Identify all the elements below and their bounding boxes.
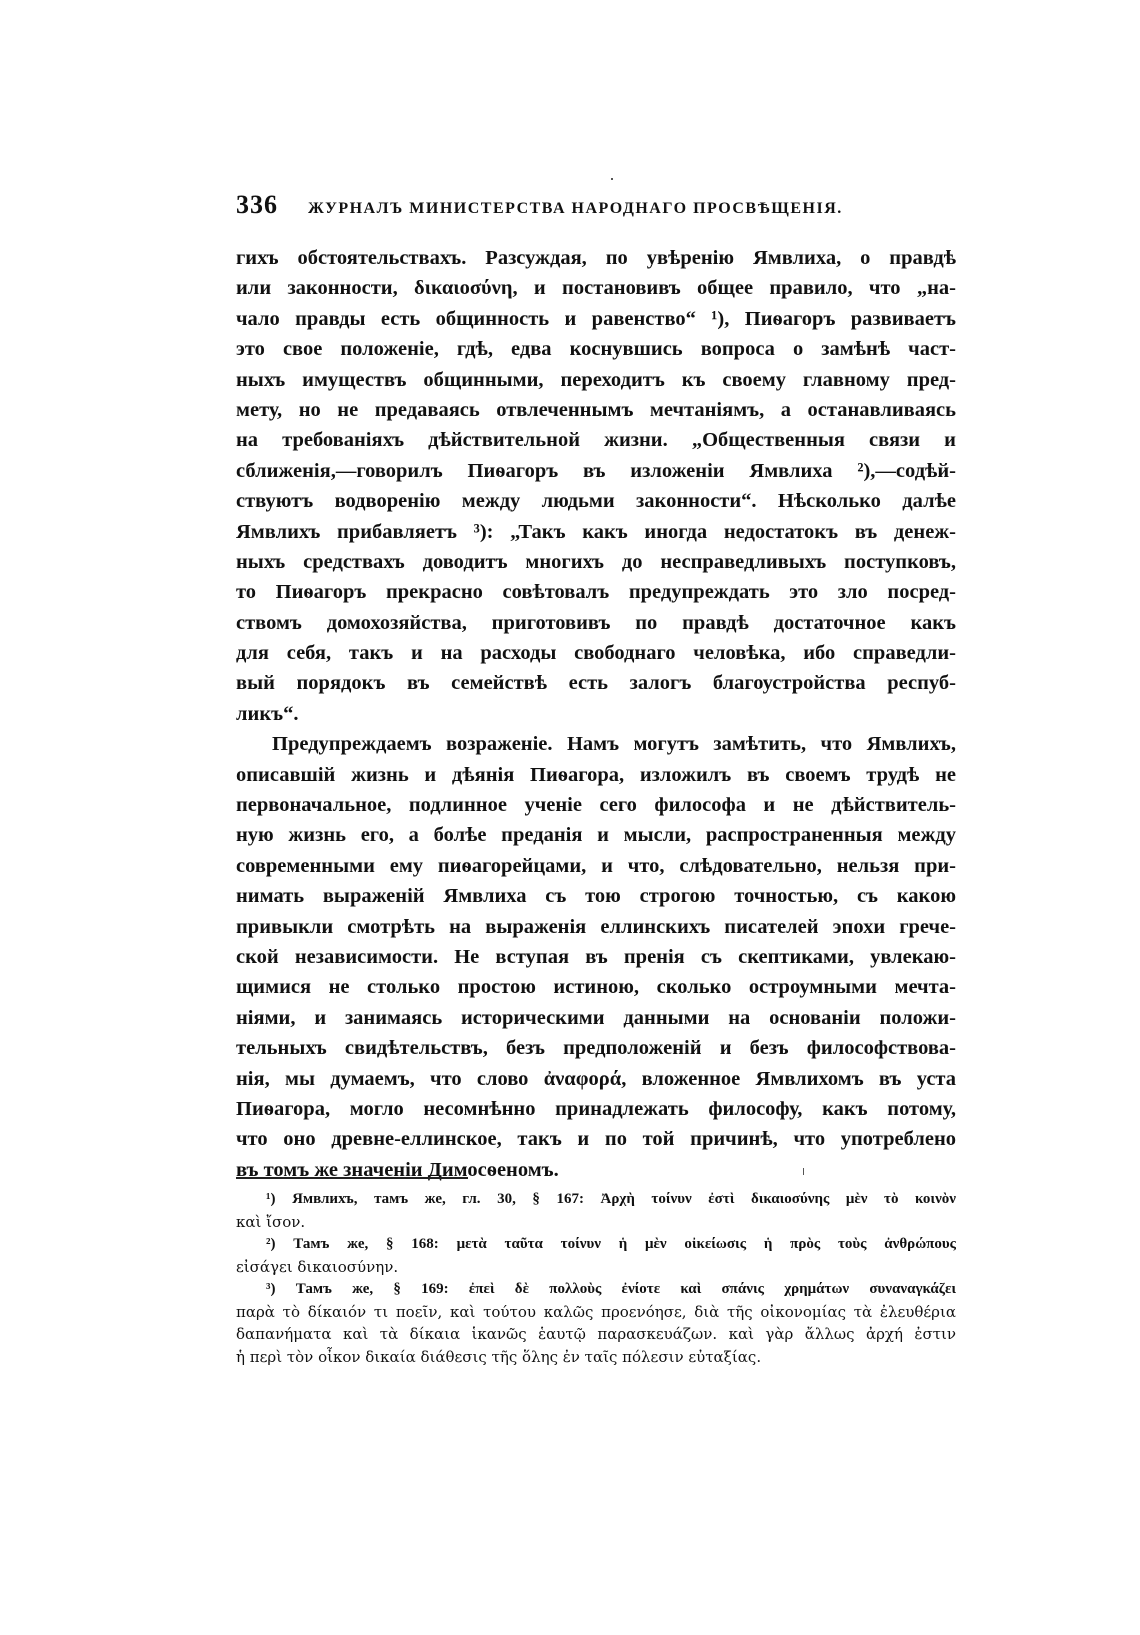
text-line: въ томъ же значеніи Димосѳеномъ. [236,1158,559,1181]
footnote-line: δαπανήματα καὶ τὰ δίκαια ἱκανῶς ἑαυτῷ παρασκευάζων. καὶ γὰρ ἄλλως ἀρχή ἐστιν [236,1325,956,1343]
footnote-line: εἰσάγει δικαιοσύνην. [236,1257,399,1276]
text-line: что оно древне-еллинское, такъ и по той причинѣ, что употреблено [236,1128,956,1151]
footnotes [236,1188,956,1368]
text-line: нимать выраженій Ямвлиха съ тою строгою точностью, съ какою [236,885,956,908]
print-speck [611,178,613,180]
page-header [236,190,956,230]
footnote-line: ἡ περὶ τὸν οἶκον δικαία διάθεσις τῆς ὅλης ἐν ταῖς πόλεσιν εὐταξίας. [236,1347,762,1366]
text-line: ныхъ имуществъ общинными, переходитъ къ своему главному пред- [236,368,956,391]
text-line: ствуютъ водворенію между людьми законности“. Нѣсколько далѣе [236,490,956,513]
text-line: вый порядокъ въ семействѣ есть залогъ благоустройства респуб- [236,672,956,695]
footnote-separator [236,1177,468,1179]
text-line: это свое положеніе, гдѣ, едва коснувшись вопроса о замѣнѣ част- [236,338,956,361]
text-line: на требованіяхъ дѣйствительной жизни. „Общественныя связи и [236,429,956,452]
text-line: сближенія,—говорилъ Пиѳагоръ въ изложеніи Ямвлиха ²),—содѣй- [236,459,956,482]
text-line: ніями, и занимаясь историческими данными на основаніи положи- [236,1006,956,1029]
footnote-line: καὶ ἴσον. [236,1212,306,1231]
text-line: описавшій жизнь и дѣянія Пиѳагора, изложилъ въ своемъ трудѣ не [236,763,956,786]
text-line: ныхъ средствахъ доводитъ многихъ до несправедливыхъ поступковъ, [236,550,956,573]
text-line: тельныхъ свидѣтельствъ, безъ предположеній и безъ философствова- [236,1037,956,1060]
text-line: Ямвлихъ прибавляетъ ³): „Такъ какъ иногда недостатокъ въ денеж- [236,520,956,543]
footnote-line: ¹) Ямвлихъ, тамъ же, гл. 30, § 167: Ἀρχὴ τοίνυν ἐστὶ δικαιοσύνης μὲν τὸ κοινὸν [266,1191,956,1207]
page-number: 336 [236,190,278,219]
text-line: чало правды есть общинность и равенство“ ¹), Пиѳагоръ развиваетъ [236,307,956,330]
text-line: ликъ“. [236,702,299,725]
text-line: ской независимости. Не вступая въ пренія съ скептиками, увлекаю- [236,945,956,968]
footnote-line: ²) Тамъ же, § 168: μετὰ ταῦτα τοίνυν ἡ μὲν οἰκείωσις ἡ πρὸς τοὺς ἀνθρώπους [266,1236,956,1252]
text-line: первоначальное, подлинное ученіе сего философа и не дѣйствитель- [236,794,956,817]
text-line: ствомъ домохозяйства, приготовивъ по правдѣ достаточное какъ [236,611,956,634]
text-line: мету, но не предаваясь отвлеченнымъ мечтаніямъ, а останавливаясь [236,398,956,421]
text-line: нія, мы думаемъ, что слово ἀναφορά, вложенное Ямвлихомъ въ уста [236,1067,956,1090]
footnote-line: ³) Тамъ же, § 169: ἐπεὶ δὲ πολλοὺς ἐνίοτε καὶ σπάνις χρημάτων συναναγκάζει [266,1281,956,1297]
text-line: щимися не столько простою истиною, сколько остроумными мечта- [236,976,956,999]
print-mark [803,1168,804,1175]
running-title: ЖУРНАЛЪ МИНИСТЕРСТВА НАРОДНАГО ПРОСВѢЩЕНІЯ. [308,200,843,217]
main-text [236,243,956,1185]
text-line: то Пиѳагоръ прекрасно совѣтовалъ предупреждать это зло посред- [236,581,956,604]
text-line: или законности, δικαιοσύνη, и постановивъ общее правило, что „на- [236,277,956,300]
text-line: современными ему пиѳагорейцами, и что, слѣдовательно, нельзя при- [236,854,956,877]
text-line: ную жизнь его, а болѣе преданія и мысли, распространенныя между [236,824,956,847]
text-line: Предупреждаемъ возраженіе. Намъ могутъ замѣтить, что Ямвлихъ, [272,733,956,756]
footnote-line: παρὰ τὸ δίκαιόν τι ποεῖν, καὶ τούτου καλῶς προενόησε, διὰ τῆς οἰκονομίας τὰ ἐλευθέρια [236,1302,956,1321]
text-line: Пиѳагора, могло несомнѣнно принадлежать философу, какъ потому, [236,1097,956,1120]
text-line: для себя, такъ и на расходы свободнаго человѣка, ибо справедли- [236,642,956,665]
text-line: привыкли смотрѣть на выраженія еллинскихъ писателей эпохи грече- [236,915,956,938]
text-line: гихъ обстоятельствахъ. Разсуждая, по увѣренію Ямвлиха, о правдѣ [236,247,956,269]
